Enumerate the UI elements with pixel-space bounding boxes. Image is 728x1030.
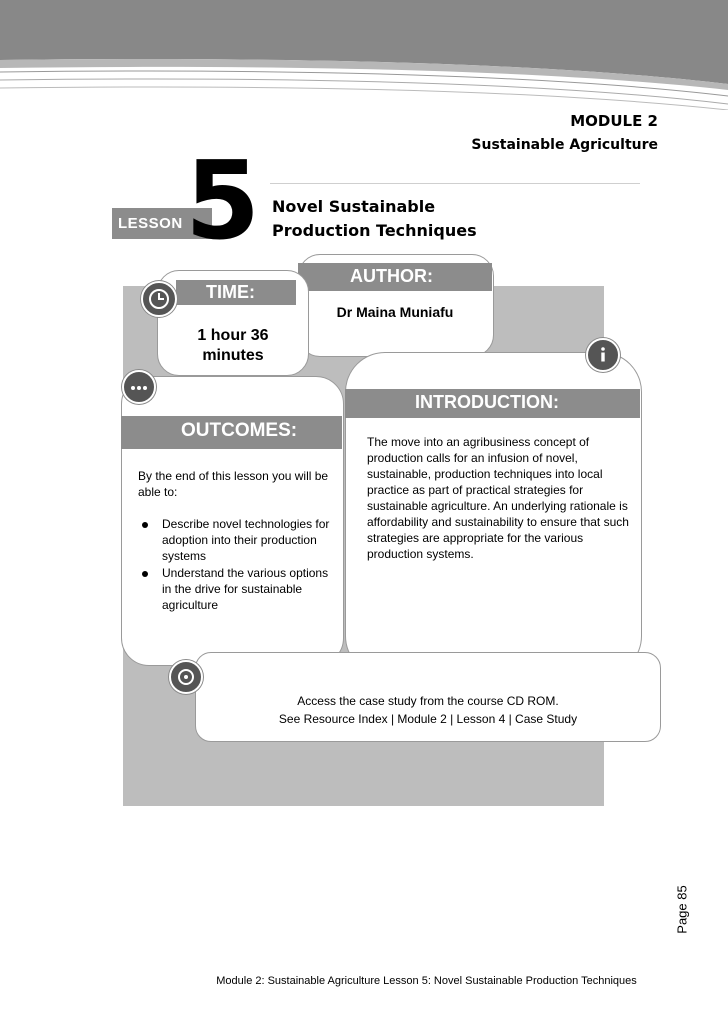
lesson-label: LESSON — [118, 215, 183, 232]
introduction-text: The move into an agribusiness concept of production calls for an infusion of novel, sustainable, production techniques into local practice as part of practical strategies for sustainable agriculture. An underlying rationale is affordability and sustainability to ensure that such strategies are appropriate for the various production systems. — [367, 435, 629, 561]
page-number-text: Page 85 — [674, 885, 690, 934]
info-icon — [586, 338, 620, 372]
time-value — [185, 326, 281, 366]
outcome-item: Understand the various options in the drive for sustainable agriculture — [140, 565, 335, 613]
case-study-text — [196, 692, 660, 728]
time-header — [176, 280, 296, 305]
cd-icon — [169, 660, 203, 694]
module-label: MODULE 2 — [570, 112, 658, 130]
lesson-title-line1: Novel Sustainable — [272, 197, 436, 216]
page-footer: Module 2: Sustainable Agriculture Lesson 5: Novel Sustainable Production Techniques — [216, 975, 637, 987]
outcomes-intro: By the end of this lesson you will be able to: — [138, 469, 329, 499]
page-number — [672, 880, 692, 940]
outcomes-header — [121, 416, 342, 449]
module-title: Sustainable Agriculture — [471, 137, 658, 153]
introduction-header — [345, 389, 640, 418]
case-study-line2: See Resource Index | Module 2 | Lesson 4 | Case Study — [278, 712, 578, 726]
time-value-line1: 1 hour 36 — [197, 327, 269, 344]
clock-icon — [141, 281, 177, 317]
case-study-line1: Access the case study from the course CD ROM. — [297, 694, 559, 708]
author-header — [298, 263, 492, 291]
author-label: AUTHOR: — [350, 266, 433, 286]
author-name: Dr Maina Muniafu — [336, 304, 454, 320]
outcomes-list — [140, 516, 335, 614]
more-dots-icon — [122, 370, 156, 404]
lesson-number: 5 — [185, 139, 261, 264]
time-label: TIME: — [206, 282, 255, 302]
lesson-title — [272, 195, 477, 243]
time-value-line2: minutes — [202, 347, 264, 364]
header-swoosh — [0, 0, 728, 110]
outcomes-label: OUTCOMES: — [181, 420, 298, 441]
lesson-title-line2: Production Techniques — [272, 221, 477, 240]
introduction-label: INTRODUCTION: — [415, 392, 559, 412]
divider — [270, 183, 640, 184]
outcome-item: Describe novel technologies for adoption into their production systems — [140, 516, 335, 564]
